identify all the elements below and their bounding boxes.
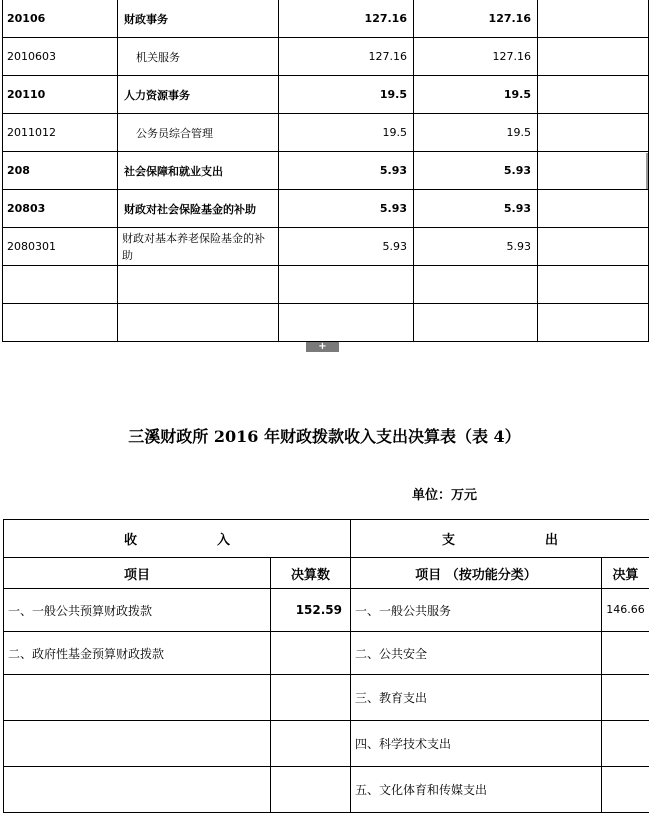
income-header [4, 520, 351, 558]
income-header-right: 入 [217, 533, 231, 548]
amount-cell: 19.5 [279, 76, 414, 114]
empty-cell [3, 304, 118, 342]
table-row [3, 38, 649, 76]
expense-header-right: 出 [545, 533, 559, 548]
name-cell: 机关服务 [118, 38, 279, 76]
expense-label: 四、科学技术支出 [351, 721, 602, 767]
table-row [4, 589, 649, 632]
code-cell: 20106 [3, 0, 118, 38]
empty-cell [538, 304, 649, 342]
table-row [3, 76, 649, 114]
empty-cell [414, 266, 538, 304]
empty-cell [118, 304, 279, 342]
amount-cell: 5.93 [279, 228, 414, 266]
upper-expense-table [2, 0, 649, 342]
amount-cell: 5.93 [414, 190, 538, 228]
appropriation-table [3, 519, 649, 813]
table-row [3, 228, 649, 266]
income-label: 一、一般公共预算财政拨款 [4, 589, 271, 632]
code-cell: 20110 [3, 76, 118, 114]
table-row [4, 632, 649, 675]
unit-label: 单位：万元 [412, 488, 478, 503]
income-label [4, 721, 271, 767]
amount-cell: 19.5 [414, 76, 538, 114]
expense-label: 二、公共安全 [351, 632, 602, 675]
expense-header [351, 520, 649, 558]
table-subheader-row [4, 558, 649, 589]
table-row [3, 266, 649, 304]
code-cell: 208 [3, 152, 118, 190]
name-cell: 财政对基本养老保险基金的补助 [118, 228, 279, 266]
table-row [4, 675, 649, 721]
table-row [3, 152, 649, 190]
expense-label: 一、一般公共服务 [351, 589, 602, 632]
table-header-row [4, 520, 649, 558]
empty-cell [538, 228, 649, 266]
col-amount-header: 决算数 [271, 558, 351, 589]
code-cell: 20803 [3, 190, 118, 228]
amount-cell: 127.16 [414, 38, 538, 76]
expense-amount: 146.66 [602, 589, 649, 632]
income-amount [271, 632, 351, 675]
empty-cell [538, 266, 649, 304]
empty-cell [538, 76, 649, 114]
name-cell: 财政事务 [118, 0, 279, 38]
income-label [4, 675, 271, 721]
code-cell: 2011012 [3, 114, 118, 152]
col-item-header: 项目 [4, 558, 271, 589]
page-break-expand-button[interactable]: + [306, 342, 339, 352]
table-row [3, 190, 649, 228]
expense-amount [602, 767, 649, 813]
empty-cell [538, 38, 649, 76]
expense-amount [602, 675, 649, 721]
col-item-func-header: 项目 （按功能分类） [351, 558, 602, 589]
col-amount2-header: 决算 [602, 558, 649, 589]
amount-cell: 5.93 [414, 152, 538, 190]
table-row [4, 721, 649, 767]
empty-cell [414, 304, 538, 342]
empty-cell [118, 266, 279, 304]
amount-cell: 5.93 [279, 152, 414, 190]
amount-cell: 5.93 [414, 228, 538, 266]
empty-cell [279, 304, 414, 342]
empty-cell [279, 266, 414, 304]
expense-label: 三、教育支出 [351, 675, 602, 721]
table-row [4, 767, 649, 813]
empty-cell [538, 114, 649, 152]
expense-label: 五、文化体育和传媒支出 [351, 767, 602, 813]
empty-cell [538, 152, 649, 190]
amount-cell: 19.5 [279, 114, 414, 152]
income-label: 二、政府性基金预算财政拨款 [4, 632, 271, 675]
expense-amount [602, 721, 649, 767]
empty-cell [538, 0, 649, 38]
table-row [3, 0, 649, 38]
empty-cell [538, 190, 649, 228]
income-label [4, 767, 271, 813]
code-cell: 2010603 [3, 38, 118, 76]
amount-cell: 127.16 [279, 0, 414, 38]
income-amount [271, 721, 351, 767]
table-row [3, 304, 649, 342]
income-amount: 152.59 [271, 589, 351, 632]
amount-cell: 127.16 [279, 38, 414, 76]
expense-header-left: 支 [441, 533, 455, 548]
scroll-edge-marker [646, 153, 648, 189]
code-cell: 2080301 [3, 228, 118, 266]
report-title: 三溪财政所 2016 年财政拨款收入支出决算表（表 4） [128, 427, 521, 446]
name-cell: 财政对社会保险基金的补助 [118, 190, 279, 228]
amount-cell: 19.5 [414, 114, 538, 152]
name-cell: 社会保障和就业支出 [118, 152, 279, 190]
name-cell: 人力资源事务 [118, 76, 279, 114]
name-cell: 公务员综合管理 [118, 114, 279, 152]
amount-cell: 5.93 [279, 190, 414, 228]
amount-cell: 127.16 [414, 0, 538, 38]
expense-amount [602, 632, 649, 675]
income-header-left: 收 [123, 533, 137, 548]
table-row [3, 114, 649, 152]
income-amount [271, 767, 351, 813]
empty-cell [3, 266, 118, 304]
income-amount [271, 675, 351, 721]
